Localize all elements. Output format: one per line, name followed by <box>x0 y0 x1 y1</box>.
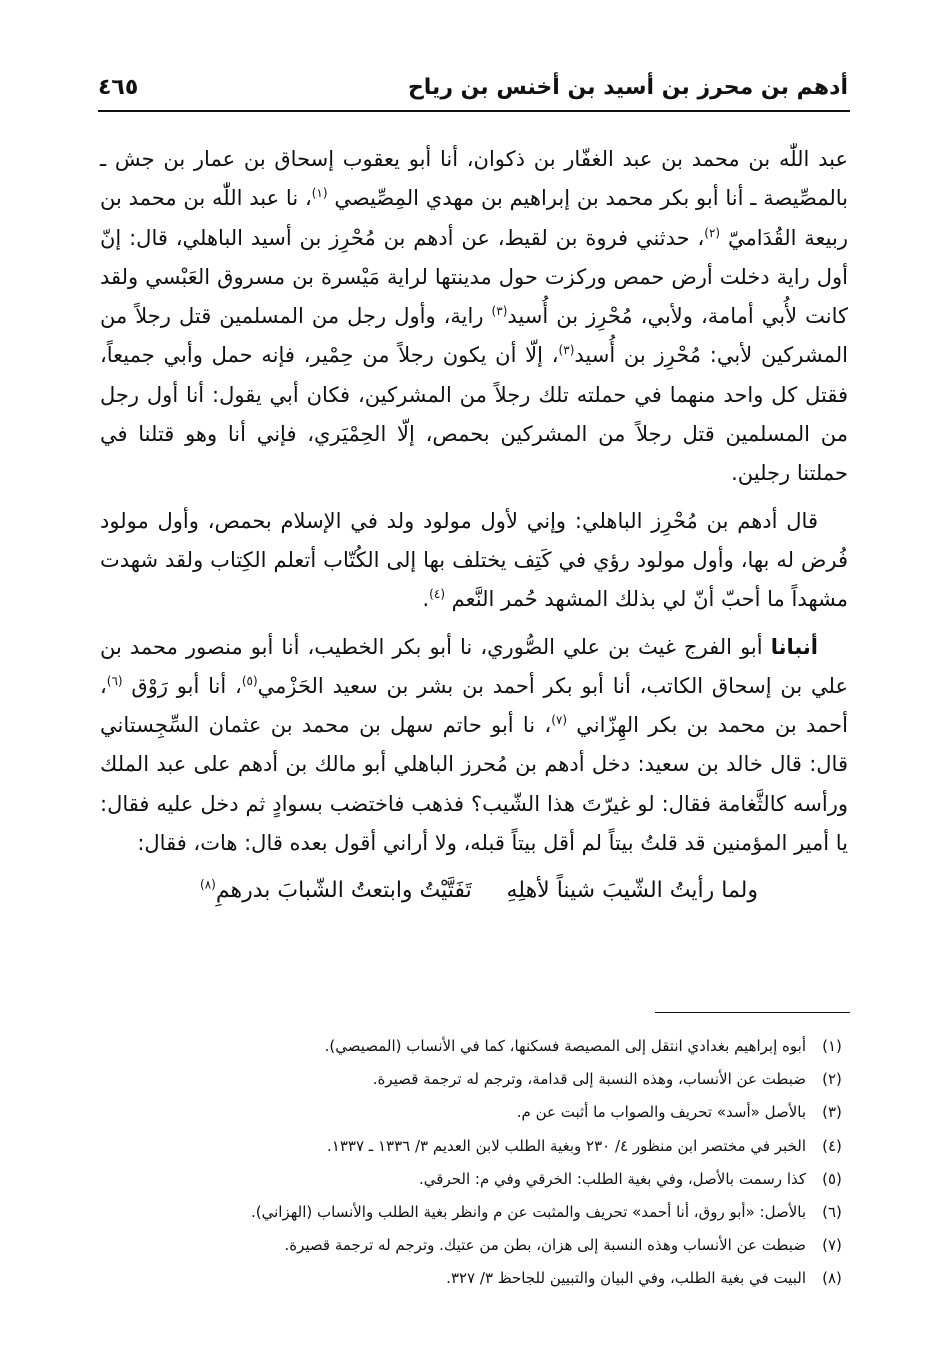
footnote-number: (٥) <box>822 1169 842 1188</box>
text-run: ، إلّا أن يكون رجلاً من حِمْير، فإنه حمل وأبي جميعاً، فقتل كل واحد منهما في حملته تلك رجلاً من المشركين، فكان أبي يقول: أنا أول رجل من المسلمين قتل رجلاً من المشركين بحمص، إلّا الحِمْيَري، فإني أنا وهو قتلنا في حملتنا رجلين. <box>100 343 848 486</box>
text-run: تَفَتَّيْتُ وابتعتُ الشّبابَ بدرهمِ <box>215 878 472 904</box>
poetry-verse <box>100 871 848 915</box>
page-number: ٤٦٥ <box>98 75 139 100</box>
footnote-text: الخبر في مختصر ابن منظور ٤/ ٢٣٠ وبغية الطلب لابن العديم ٣/ ١٣٣٦ ـ ١٣٣٧. <box>327 1136 806 1155</box>
footnote-item <box>100 1163 848 1196</box>
footnote-marker: (٥) <box>241 673 258 688</box>
text-run: راية، وأول رجل من المسلمين قتل رجلاً من المشركين لأبي: مُحْرِز بن أُسيد <box>100 304 848 368</box>
footnote-marker: (٣) <box>558 343 575 358</box>
footnote-marker: (٢) <box>704 225 721 240</box>
text-run: ، نا أبو حاتم سهل بن محمد بن عثمان السِّجِستاني قال: قال خالد بن سعيد: دخل أدهم بن مُحرز الباهلي أبو مالك بن أدهم على عبد الملك ورأسه كالثَّغامة فقال: لو غيرّتَ هذا الشّيب؟ فذهب فاختضب بسوادٍ ثم دخل عليه فقال: يا أمير المؤمنين قد قلتُ بيتاً لم أقل بيتاً قبله، ولا أراني أقول بعده قال: هات، فقال: <box>100 713 848 856</box>
footnotes <box>100 1030 848 1296</box>
footnote-marker: (٧) <box>551 713 568 728</box>
footnote-item <box>100 1030 848 1063</box>
footnote-number: (٤) <box>822 1136 842 1155</box>
footnote-text: ضبطت عن الأنساب، وهذه النسبة إلى قدامة، وترجم له ترجمة قصيرة. <box>372 1070 806 1089</box>
footnote-item <box>100 1096 848 1129</box>
header-title: أدهم بن محرز بن أسيد بن أخنس بن رياح <box>407 75 848 100</box>
footnote-marker: (٤) <box>429 587 445 602</box>
footnote-item <box>100 1130 848 1163</box>
text-run: عبد اللّٰه بن محمد بن عبد الغفّار بن ذكوان، أنا أبو يعقوب إسحاق بن عمار بن جش ـ بالمصِّيصة ـ أنا أبو بكر محمد بن إبراهيم بن مهدي المِصِّيصي <box>100 147 848 211</box>
footnote-item <box>100 1063 848 1096</box>
footnote-number: (٣) <box>822 1103 842 1122</box>
footnote-text: البيت في بغية الطلب، وفي البيان والتبيين للجاحظ ٣/ ٣٢٧. <box>446 1269 806 1288</box>
verse-second-hemistich <box>200 871 472 910</box>
isnad-lead: أنبانا <box>770 634 818 659</box>
footnote-text: ضبطت عن الأنساب وهذه النسبة إلى هزان، بطن من عتيك. وترجم له ترجمة قصيرة. <box>284 1236 806 1255</box>
footnote-text: بالأصل: «أبو روق، أنا أحمد» تحريف والمثبت عن م وانظر بغية الطلب والأنساب (الهزاني). <box>250 1203 806 1222</box>
footnote-marker: (٦) <box>106 673 123 688</box>
paragraph-2 <box>100 502 848 620</box>
text-run: ، أحمد بن محمد بن بكر الهِزّاني <box>100 673 848 738</box>
footnote-text: بالأصل «أسد» تحريف والصواب ما أثبت عن م. <box>516 1103 806 1122</box>
footnote-item <box>100 1229 848 1262</box>
footnote-marker: (٨) <box>200 878 216 893</box>
footnote-number: (٧) <box>822 1236 842 1255</box>
footnote-number: (٦) <box>822 1203 842 1222</box>
footnote-marker: (٣) <box>491 304 508 319</box>
header-rule <box>98 110 850 112</box>
footnote-text: كذا رسمت بالأصل، وفي بغية الطلب: الخرقي وفي م: الحرقي. <box>419 1169 806 1188</box>
footnote-separator <box>655 1012 850 1013</box>
footnote-marker: (١) <box>311 186 328 201</box>
paragraph-1 <box>100 140 848 494</box>
footnote-text: أبوه إبراهيم بغدادي انتقل إلى المصيصة فسكنها، كما في الأنساب (المصيصي). <box>324 1037 806 1055</box>
paragraph-3 <box>100 628 848 864</box>
text-run: قال أدهم بن مُحْرِز الباهلي: وإني لأول مولود ولد في الإسلام بحمص، وأول مولود فُرض له بها، وأول مولود رؤي في كَتِف يختلف بها إلى الكُتّاب أتعلم الكِتاب ولقد شهدت مشهداً ما أحبّ أنّ لي بذلك المشهد حُمر النَّعم <box>100 508 848 612</box>
text-run: ، أنا أبو رَوْق <box>122 673 242 698</box>
text-run: . <box>422 587 430 612</box>
text-run: أبو الفرج غيث بن علي الصُّوري، نا أبو بكر الخطيب، أنا أبو منصور محمد بن علي بن إسحاق الكاتب، أنا أبو بكر أحمد بن بشر بن سعيد الحَزْمي <box>100 634 848 698</box>
footnote-number: (١) <box>822 1037 842 1055</box>
main-text <box>100 140 848 915</box>
text-run: ، نا عبد اللّٰه بن محمد بن ربيعة القُدَاميّ <box>100 186 848 250</box>
footnote-number: (٢) <box>822 1070 842 1089</box>
footnote-item <box>100 1196 848 1229</box>
footnote-number: (٨) <box>822 1269 842 1288</box>
text-run: ، حدثني فروة بن لقيط، عن أدهم بن مُحْرِز بن أسيد الباهلي، قال: إنّ أول راية دخلت أرض حمص وركزت حول مدينتها لراية مَيْسرة بن مسروق العَبْسي ولقد كانت لأُبي أمامة، ولأبي، مُحْرِز بن أُسيد <box>100 225 848 329</box>
verse-first-hemistich: ولما رأيتُ الشّيبَ شيناً لأهلِهِ <box>506 878 758 904</box>
footnote-item <box>100 1262 848 1295</box>
running-header <box>98 70 848 106</box>
